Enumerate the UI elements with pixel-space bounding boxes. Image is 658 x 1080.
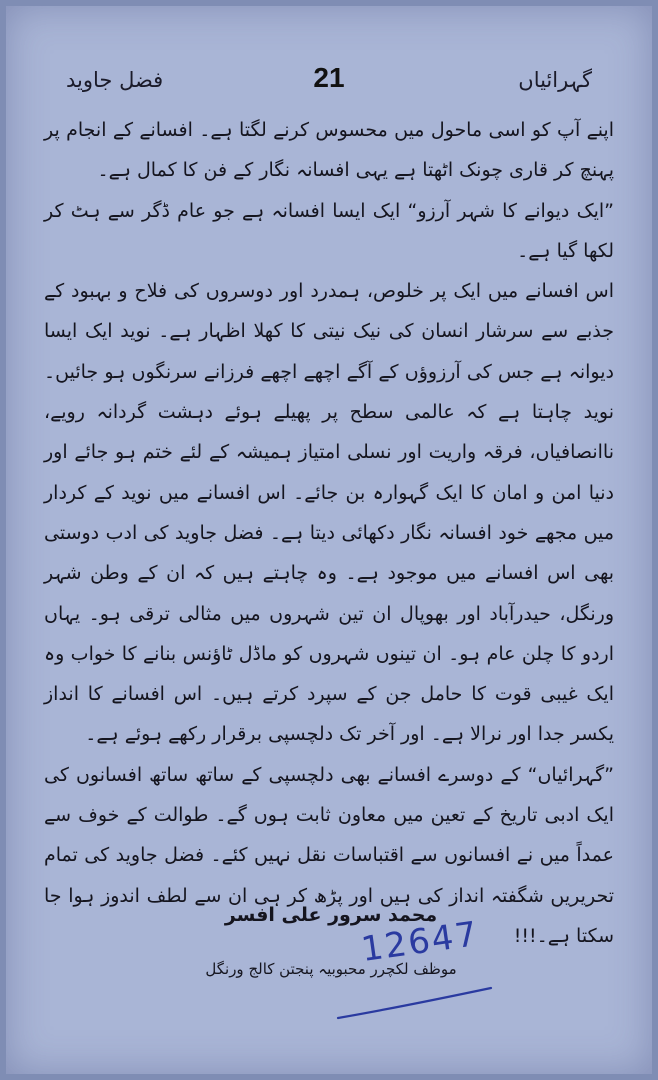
signature-title: موظف لکچرر محبوبیہ پنجتن کالج ورنگل [205, 960, 457, 978]
signature-name: محمد سرور علی افسر [224, 904, 438, 926]
paragraph: ”ایک دیوانے کا شہر آرزو“ ایک ایسا افسانہ ہے جو عام ڈگر سے ہٹ کر لکھا گیا ہے۔ [44, 199, 614, 262]
body-text [44, 110, 614, 956]
paragraph: ”گہرائیاں“ کے دوسرے افسانے بھی دلچسپی کے ساتھ ساتھ افسانوں کی ایک ادبی تاریخ کے تعین میں معاون ثابت ہوں گے۔ طوالت کے خوف سے عمداً میں نے افسانوں سے اقتباسات نقل نہیں کئے۔ فضل جاوید کی تمام تحریریں شگفتہ انداز کی ہیں اور پڑھ کر ہی ان سے لطف اندوز ہوا جا سکتا ہے۔!!! [44, 763, 614, 947]
paragraph: اس افسانے میں ایک پر خلوص، ہمدرد اور دوسروں کی فلاح و بہبود کے جذبے سے سرشار انسان کی نیک نیتی کا کھلا اظہار ہے۔ نوید ایک ایسا دیوانہ ہے جس کی آرزوؤں کے آگے اچھے اچھے فرزانے سرنگوں ہو جائیں۔ نوید چاہتا ہے کہ عالمی سطح پر پھیلے ہوئے دہشت گردانہ رویے، ناانصافیاں، فرقہ واریت اور نسلی امتیاز ہمیشہ کے لئے ختم ہو جائے اور دنیا امن و امان کا ایک گہوارہ بن جائے۔ اس افسانے میں نوید کے کردار میں مجھے خود افسانہ نگار دکھائی دیتا ہے۔ فضل جاوید کی ادب دوستی بھی اس افسانے میں موجود ہے۔ وہ چاہتے ہیں کہ ان کے وطن شہر ورنگل، حیدرآباد اور بھوپال ان تین شہروں میں مثالی ترقی ہو۔ یہاں اردو کا چلن عام ہو۔ ان تینوں شہروں کو ماڈل ٹاؤنس بنانے کا خواب وہ ایک غیبی قوت کا حامل جن کے سپرد کرتے ہیں۔ اس افسانے کا انداز یکسر جدا اور نرالا ہے۔ اور آخر تک دلچسپی برقرار رکھے ہوئے ہے۔ [44, 280, 614, 746]
header-author: فضل جاوید [66, 68, 164, 92]
page-number: 21 [313, 62, 345, 93]
pen-stroke [336, 984, 496, 1024]
paragraph: اپنے آپ کو اسی ماحول میں محسوس کرنے لگتا ہے۔ افسانے کے انجام پر پہنچ کر قاری چونک اٹھتا ہے یہی افسانہ نگار کے فن کا کمال ہے۔ [44, 119, 614, 182]
handwritten-accession-number: 12647 [358, 913, 482, 971]
header-book-title: گہرائیاں [518, 68, 592, 92]
book-page [6, 6, 652, 1074]
running-header [46, 62, 612, 98]
